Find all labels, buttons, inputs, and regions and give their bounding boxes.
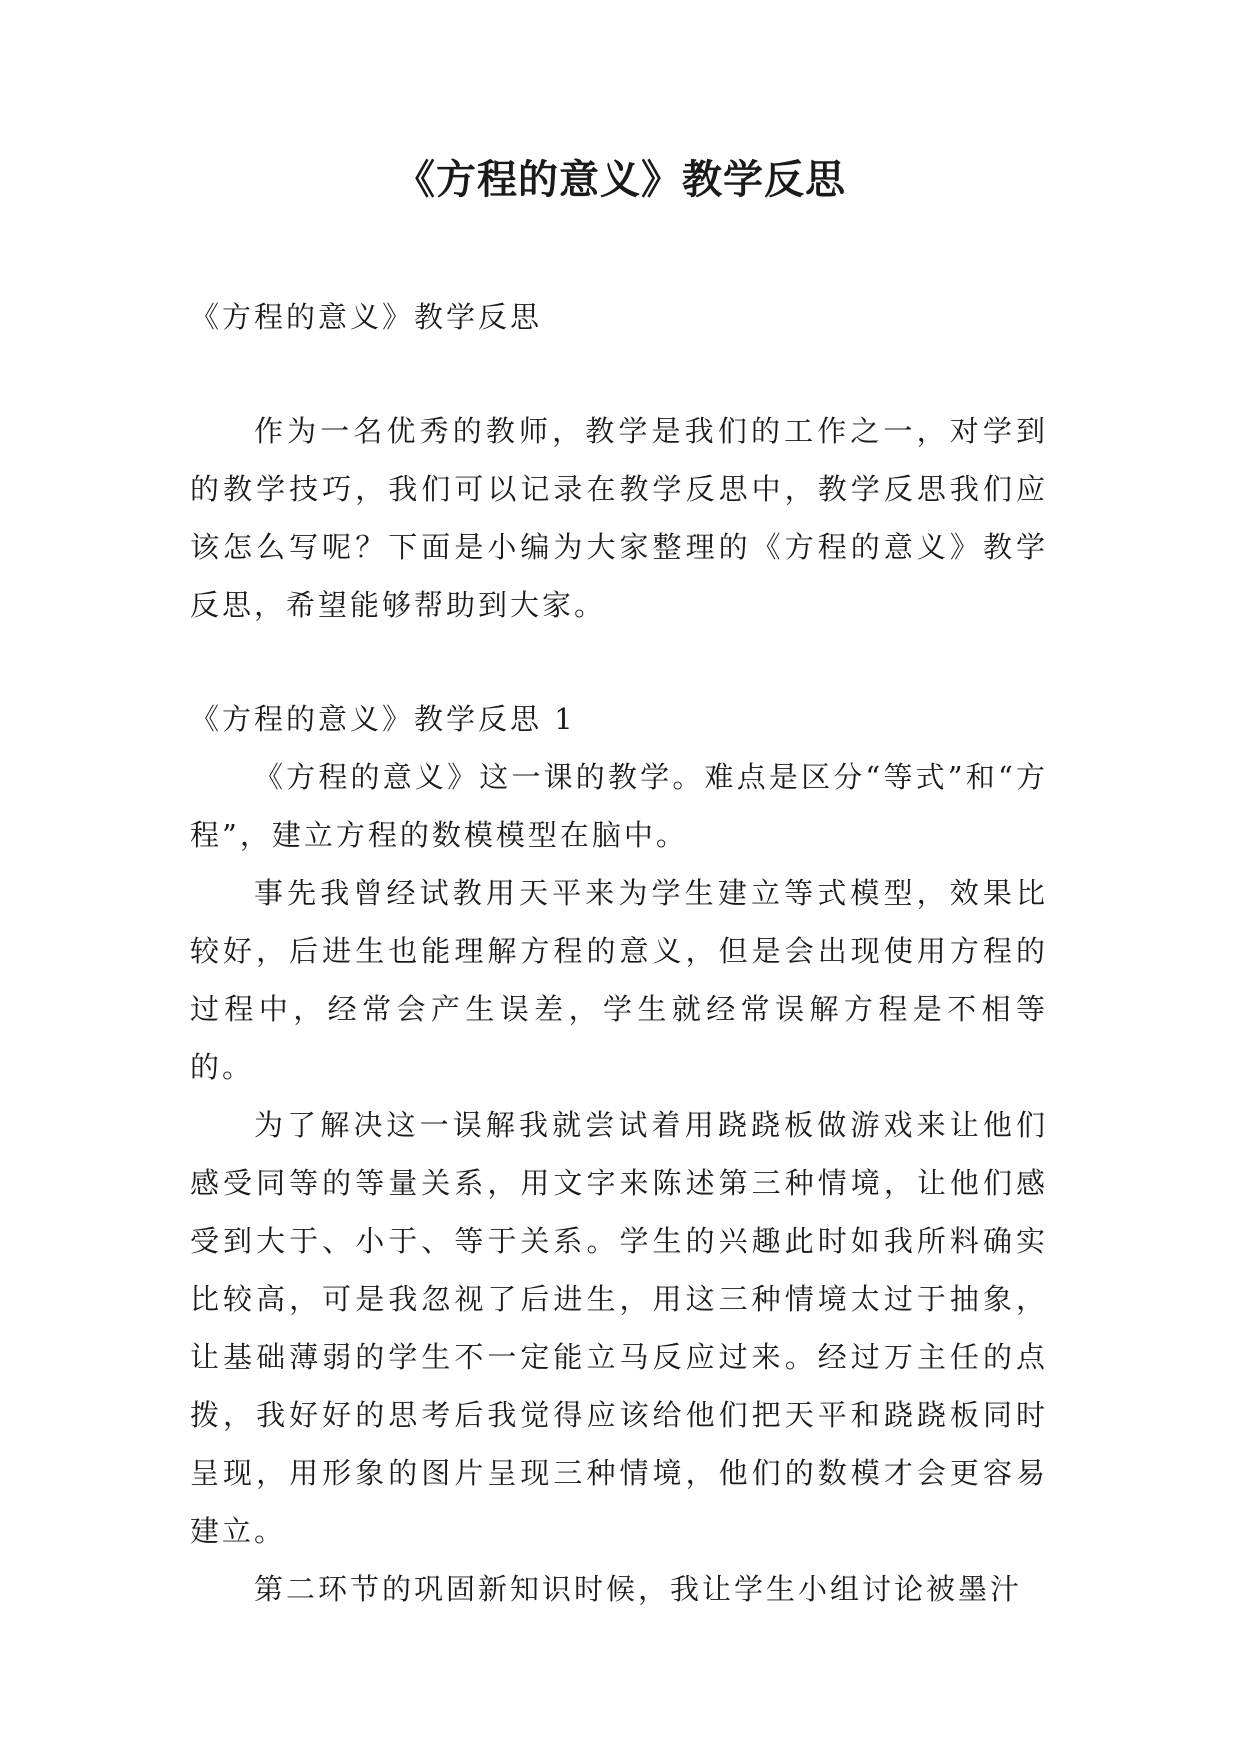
intro-paragraph [190,402,1048,634]
section-paragraph-1: 《方程的意义》这一课的教学。难点是区分“等式”和“方程”，建立方程的数模模型在脑中。 [190,760,1048,852]
section-paragraph-2: 事先我曾经试教用天平来为学生建立等式模型，效果比较好，后进生也能理解方程的意义，但是会出现使用方程的过程中，经常会产生误差，学生就经常误解方程是不相等的。 [190,876,1048,1084]
section-paragraph-4: 第二环节的巩固新知识时候，我让学生小组讨论被墨汁 [254,1572,1023,1606]
section-paragraph-3: 为了解决这一误解我就尝试着用跷跷板做游戏来让他们感受同等的等量关系，用文字来陈述第三种情境，让他们感受到大于、小于、等于关系。学生的兴趣此时如我所料确实比较高，可是我忽视了后进生，用这三种情境太过于抽象，让基础薄弱的学生不一定能立马反应过来。经过万主任的点拨，我好好的思考后我觉得应该给他们把天平和跷跷板同时呈现，用形象的图片呈现三种情境，他们的数模才会更容易建立。 [190,1108,1048,1548]
intro-text: 作为一名优秀的教师，教学是我们的工作之一，对学到的教学技巧，我们可以记录在教学反思中，教学反思我们应该怎么写呢？下面是小编为大家整理的《方程的意义》教学反思，希望能够帮助到大家。 [190,414,1048,622]
document-title: 《方程的意义》教学反思 [395,157,846,203]
section-heading-text: 《方程的意义》教学反思 1 [190,702,576,736]
document-subtitle [190,288,1048,346]
section-body [190,748,1048,1618]
section-heading [190,690,1048,748]
subtitle-text: 《方程的意义》教学反思 [190,300,543,334]
